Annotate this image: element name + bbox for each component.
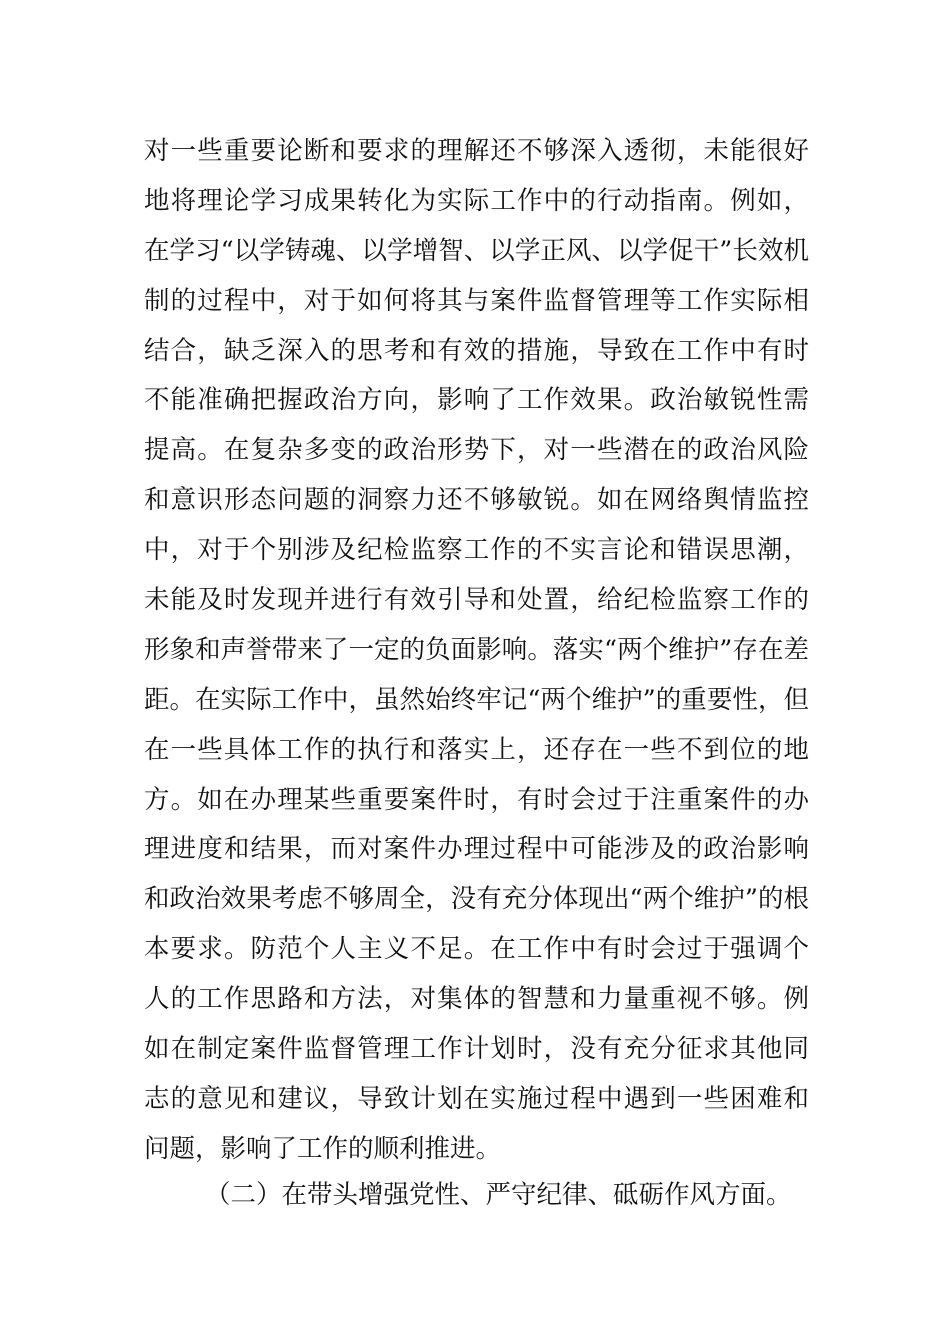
body-line: 如在制定案件监督管理工作计划时，没有充分征求其他同 [144,1034,809,1065]
body-line: 对一些重要论断和要求的理解还不够深入透彻，未能很好 [144,136,809,166]
body-line: 在学习“以学铸魂、以学增智、以学正风、以学促干”长效机 [144,235,809,266]
body-line: 本要求。防范个人主义不足。在工作中有时会过于强调个 [144,934,809,965]
body-line: 和政治效果考虑不够周全，没有充分体现出“两个维护”的根 [144,884,809,915]
body-line: 地将理论学习成果转化为实际工作中的行动指南。例如， [144,185,809,216]
body-line: 距。在实际工作中，虽然始终牢记“两个维护”的重要性，但 [144,684,809,715]
body-line: 方。如在办理某些重要案件时，有时会过于注重案件的办 [144,784,809,815]
body-line: 提高。在复杂多变的政治形势下，对一些潜在的政治风险 [144,435,809,466]
body-line: 理进度和结果，而对案件办理过程中可能涉及的政治影响 [144,834,809,865]
section-heading: （二）在带头增强党性、严守纪律、砥砺作风方面。 [205,1180,792,1210]
body-line: 和意识形态问题的洞察力还不够敏锐。如在网络舆情监控 [144,485,809,516]
body-line: 志的意见和建议，导致计划在实施过程中遇到一些困难和 [144,1083,809,1114]
body-line: 未能及时发现并进行有效引导和处置，给纪检监察工作的 [144,585,809,616]
body-line: 结合，缺乏深入的思考和有效的措施，导致在工作中有时 [144,335,809,366]
body-line: 制的过程中，对于如何将其与案件监督管理等工作实际相 [144,285,809,316]
body-line: 中，对于个别涉及纪检监察工作的不实言论和错误思潮， [144,535,809,566]
body-line: 在一些具体工作的执行和落实上，还存在一些不到位的地 [144,734,809,765]
document-body [144,127,809,1175]
body-line: 人的工作思路和方法，对集体的智慧和力量重视不够。例 [144,984,809,1015]
body-line-last: 问题，影响了工作的顺利推进。 [144,1133,502,1164]
body-line: 不能准确把握政治方向，影响了工作效果。政治敏锐性需 [144,385,809,416]
body-line: 形象和声誉带来了一定的负面影响。落实“两个维护”存在差 [144,634,809,665]
